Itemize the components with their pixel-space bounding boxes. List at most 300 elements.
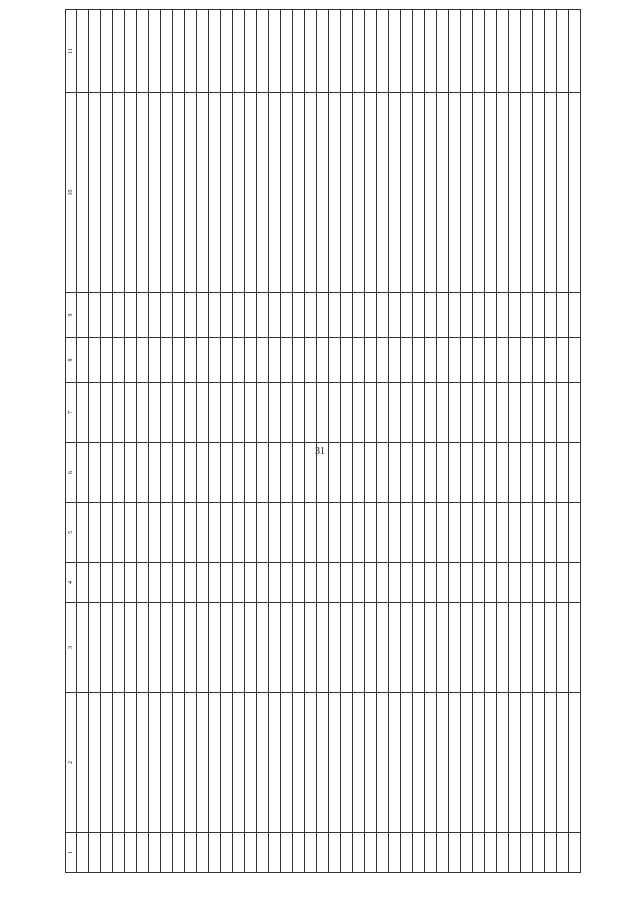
table-cell xyxy=(233,293,245,338)
table-cell xyxy=(293,563,305,603)
table-cell xyxy=(485,93,497,293)
table-cell xyxy=(509,603,521,693)
table-cell xyxy=(197,293,209,338)
table-cell xyxy=(113,10,125,93)
table-cell xyxy=(245,383,257,443)
table-cell xyxy=(293,603,305,693)
table-cell xyxy=(365,10,377,93)
table-cell xyxy=(113,443,125,503)
table-row xyxy=(269,10,281,873)
table-cell xyxy=(245,10,257,93)
table-cell xyxy=(401,293,413,338)
table-cell xyxy=(125,693,137,833)
table-cell xyxy=(293,383,305,443)
table-cell xyxy=(185,383,197,443)
table-cell xyxy=(401,603,413,693)
table-cell xyxy=(185,833,197,873)
table-cell xyxy=(437,338,449,383)
table-cell xyxy=(509,503,521,563)
table-cell xyxy=(305,338,317,383)
table-cell xyxy=(389,293,401,338)
table-cell xyxy=(461,383,473,443)
table-cell xyxy=(509,693,521,833)
table-cell xyxy=(161,10,173,93)
table-cell xyxy=(545,293,557,338)
table-cell xyxy=(257,10,269,93)
table-cell xyxy=(149,443,161,503)
table-cell xyxy=(521,603,533,693)
table-cell xyxy=(233,833,245,873)
table-cell xyxy=(125,93,137,293)
table-cell xyxy=(353,93,365,293)
table-cell xyxy=(437,503,449,563)
table-cell xyxy=(305,443,317,503)
footer-path xyxy=(40,860,50,900)
table-row xyxy=(497,10,509,873)
table-cell xyxy=(353,338,365,383)
table-cell xyxy=(305,563,317,603)
table-cell xyxy=(113,603,125,693)
table-cell xyxy=(89,93,101,293)
table-cell xyxy=(365,693,377,833)
table-cell xyxy=(101,693,113,833)
table-row xyxy=(149,10,161,873)
table-cell xyxy=(389,503,401,563)
table-cell xyxy=(197,833,209,873)
table-cell xyxy=(317,93,329,293)
table-cell xyxy=(449,603,461,693)
table-row xyxy=(461,10,473,873)
table-cell xyxy=(161,383,173,443)
table-cell xyxy=(197,10,209,93)
table-row xyxy=(113,10,125,873)
table-cell xyxy=(293,293,305,338)
table-cell xyxy=(497,93,509,293)
table-row xyxy=(353,10,365,873)
table-cell xyxy=(281,603,293,693)
table-cell xyxy=(269,338,281,383)
table-row xyxy=(125,10,137,873)
table-cell xyxy=(557,293,569,338)
table-cell xyxy=(329,833,341,873)
table-cell xyxy=(545,563,557,603)
table-cell xyxy=(125,383,137,443)
table-cell xyxy=(89,563,101,603)
table-cell xyxy=(101,293,113,338)
table-cell xyxy=(425,383,437,443)
col-header: 8 xyxy=(66,338,77,383)
table-cell xyxy=(221,563,233,603)
table-cell xyxy=(257,338,269,383)
table-cell xyxy=(425,693,437,833)
table-cell xyxy=(353,10,365,93)
table-cell xyxy=(149,503,161,563)
table-cell xyxy=(317,338,329,383)
table-cell xyxy=(377,383,389,443)
table-cell xyxy=(221,603,233,693)
table-cell xyxy=(413,93,425,293)
table-cell xyxy=(197,563,209,603)
table-cell xyxy=(509,443,521,503)
table-cell xyxy=(437,10,449,93)
table-row xyxy=(185,10,197,873)
table-cell xyxy=(413,603,425,693)
table-cell xyxy=(149,603,161,693)
table-cell xyxy=(149,383,161,443)
table-cell xyxy=(209,443,221,503)
table-cell xyxy=(329,693,341,833)
table-cell xyxy=(305,603,317,693)
table-cell xyxy=(473,693,485,833)
table-cell xyxy=(269,833,281,873)
table-cell xyxy=(461,293,473,338)
table-cell xyxy=(293,503,305,563)
table-cell xyxy=(533,93,545,293)
table-cell xyxy=(353,693,365,833)
table-cell xyxy=(125,603,137,693)
table-cell xyxy=(197,383,209,443)
table-cell xyxy=(281,503,293,563)
table-cell xyxy=(101,563,113,603)
table-cell xyxy=(317,293,329,338)
table-cell xyxy=(425,338,437,383)
table-cell xyxy=(125,10,137,93)
table-cell xyxy=(269,563,281,603)
table-cell xyxy=(377,603,389,693)
table-cell xyxy=(77,338,89,383)
table-cell xyxy=(233,383,245,443)
table-row xyxy=(101,10,113,873)
table-cell xyxy=(413,338,425,383)
table-cell xyxy=(401,338,413,383)
table-cell xyxy=(101,10,113,93)
table-cell xyxy=(521,383,533,443)
table-cell xyxy=(149,93,161,293)
table-cell xyxy=(173,93,185,293)
table-cell xyxy=(437,383,449,443)
table-cell xyxy=(113,383,125,443)
table-cell xyxy=(353,563,365,603)
table-cell xyxy=(113,693,125,833)
table-cell xyxy=(341,383,353,443)
table-row xyxy=(173,10,185,873)
col-header: 11 xyxy=(66,10,77,93)
table-cell xyxy=(221,383,233,443)
table-cell xyxy=(557,93,569,293)
table-cell xyxy=(293,338,305,383)
table-cell xyxy=(305,293,317,338)
table-cell xyxy=(77,293,89,338)
table-cell xyxy=(125,563,137,603)
table-cell xyxy=(233,563,245,603)
table-row xyxy=(425,10,437,873)
table-cell xyxy=(473,563,485,603)
table-cell xyxy=(389,443,401,503)
table-cell xyxy=(293,93,305,293)
table-cell xyxy=(533,443,545,503)
table-cell xyxy=(113,833,125,873)
table-cell xyxy=(569,293,581,338)
table-cell xyxy=(341,10,353,93)
table-cell xyxy=(173,293,185,338)
table-cell xyxy=(437,93,449,293)
table-row xyxy=(305,10,317,873)
table-cell xyxy=(101,603,113,693)
table-cell xyxy=(365,338,377,383)
table-cell xyxy=(449,293,461,338)
table-cell xyxy=(497,443,509,503)
table-cell xyxy=(353,293,365,338)
table-cell xyxy=(281,338,293,383)
table-cell xyxy=(281,293,293,338)
table-cell xyxy=(497,833,509,873)
table-cell xyxy=(221,93,233,293)
table-cell xyxy=(185,338,197,383)
table-cell xyxy=(173,338,185,383)
table-cell xyxy=(245,293,257,338)
table-cell xyxy=(329,603,341,693)
table-cell xyxy=(341,443,353,503)
table-cell xyxy=(161,833,173,873)
table-cell xyxy=(449,338,461,383)
table-cell xyxy=(113,293,125,338)
table-cell xyxy=(545,503,557,563)
table-cell xyxy=(113,93,125,293)
table-cell xyxy=(197,693,209,833)
col-header: 10 xyxy=(66,93,77,293)
table-cell xyxy=(341,833,353,873)
table-cell xyxy=(569,693,581,833)
table-cell xyxy=(173,833,185,873)
table-row xyxy=(89,10,101,873)
table-cell xyxy=(437,443,449,503)
table-cell xyxy=(521,338,533,383)
table-cell xyxy=(137,10,149,93)
table-cell xyxy=(317,383,329,443)
table-cell xyxy=(461,693,473,833)
table-row xyxy=(449,10,461,873)
table-cell xyxy=(245,93,257,293)
table-cell xyxy=(173,443,185,503)
table-cell xyxy=(233,503,245,563)
table-cell xyxy=(557,503,569,563)
col-header: 7 xyxy=(66,383,77,443)
table-cell xyxy=(257,503,269,563)
table-cell xyxy=(101,383,113,443)
table-cell xyxy=(209,563,221,603)
table-cell xyxy=(365,563,377,603)
table-cell xyxy=(485,833,497,873)
table-row xyxy=(509,10,521,873)
table-cell xyxy=(317,503,329,563)
table-cell xyxy=(365,383,377,443)
table-cell xyxy=(257,293,269,338)
table-cell xyxy=(269,443,281,503)
table-cell xyxy=(461,603,473,693)
table-cell xyxy=(413,693,425,833)
table-cell xyxy=(185,603,197,693)
table-row xyxy=(221,10,233,873)
table-row xyxy=(557,10,569,873)
table-cell xyxy=(353,383,365,443)
table-cell xyxy=(317,603,329,693)
table-cell xyxy=(545,93,557,293)
table-cell xyxy=(137,603,149,693)
table-cell xyxy=(113,563,125,603)
table-cell xyxy=(125,338,137,383)
table-cell xyxy=(77,443,89,503)
table-cell xyxy=(221,10,233,93)
table-cell xyxy=(521,93,533,293)
table-cell xyxy=(425,833,437,873)
table-cell xyxy=(365,833,377,873)
table-cell xyxy=(461,443,473,503)
table-cell xyxy=(569,338,581,383)
table-cell xyxy=(137,443,149,503)
table-cell xyxy=(533,10,545,93)
table-cell xyxy=(557,603,569,693)
table-cell xyxy=(197,338,209,383)
table-row xyxy=(533,10,545,873)
table-cell xyxy=(197,93,209,293)
table-cell xyxy=(329,93,341,293)
table-cell xyxy=(569,563,581,603)
table-cell xyxy=(317,833,329,873)
table-cell xyxy=(305,833,317,873)
table-cell xyxy=(557,693,569,833)
table-cell xyxy=(269,693,281,833)
table-cell xyxy=(461,563,473,603)
table-cell xyxy=(377,833,389,873)
table-row xyxy=(245,10,257,873)
table-cell xyxy=(281,443,293,503)
table-cell xyxy=(377,443,389,503)
table-row xyxy=(137,10,149,873)
table-cell xyxy=(569,93,581,293)
table-row xyxy=(317,10,329,873)
table-cell xyxy=(449,93,461,293)
col-header: 3 xyxy=(66,603,77,693)
table-cell xyxy=(485,10,497,93)
table-cell xyxy=(329,383,341,443)
table-cell xyxy=(413,293,425,338)
table-cell xyxy=(473,338,485,383)
table-cell xyxy=(497,563,509,603)
table-cell xyxy=(317,563,329,603)
table-row xyxy=(377,10,389,873)
table-cell xyxy=(137,338,149,383)
table-cell xyxy=(497,503,509,563)
table-cell xyxy=(149,293,161,338)
table-cell xyxy=(437,293,449,338)
table-row xyxy=(257,10,269,873)
table-cell xyxy=(221,338,233,383)
table-cell xyxy=(401,93,413,293)
table-cell xyxy=(521,293,533,338)
table-cell xyxy=(257,833,269,873)
table-cell xyxy=(305,383,317,443)
table-cell xyxy=(113,503,125,563)
table-cell xyxy=(245,603,257,693)
table-cell xyxy=(77,563,89,603)
table-cell xyxy=(377,293,389,338)
table-cell xyxy=(401,10,413,93)
table-row xyxy=(233,10,245,873)
table-cell xyxy=(245,833,257,873)
table-cell xyxy=(293,833,305,873)
table-row xyxy=(293,10,305,873)
table-cell xyxy=(209,93,221,293)
table-cell xyxy=(413,563,425,603)
table-row xyxy=(401,10,413,873)
table-cell xyxy=(257,693,269,833)
table-cell xyxy=(377,338,389,383)
table-cell xyxy=(533,563,545,603)
table-cell xyxy=(377,93,389,293)
table-cell xyxy=(281,383,293,443)
table-cell xyxy=(377,693,389,833)
table-cell xyxy=(485,338,497,383)
table-cell xyxy=(425,443,437,503)
table-cell xyxy=(389,338,401,383)
table-row xyxy=(521,10,533,873)
table-cell xyxy=(521,443,533,503)
table-cell xyxy=(209,383,221,443)
table-cell xyxy=(521,563,533,603)
table-cell xyxy=(341,603,353,693)
table-cell xyxy=(449,833,461,873)
table-cell xyxy=(137,293,149,338)
table-cell xyxy=(209,833,221,873)
table-cell xyxy=(425,93,437,293)
table-cell xyxy=(269,383,281,443)
table-cell xyxy=(209,693,221,833)
table-cell xyxy=(281,833,293,873)
table-cell xyxy=(77,503,89,563)
table-cell xyxy=(497,10,509,93)
table-cell xyxy=(257,443,269,503)
table-cell xyxy=(173,563,185,603)
table-cell xyxy=(461,93,473,293)
table-cell xyxy=(449,693,461,833)
table-cell xyxy=(245,563,257,603)
table-cell xyxy=(461,833,473,873)
table-cell xyxy=(497,693,509,833)
table-cell xyxy=(77,693,89,833)
table-cell xyxy=(173,503,185,563)
table-cell xyxy=(509,833,521,873)
table-cell xyxy=(365,93,377,293)
table-cell xyxy=(149,10,161,93)
table-cell xyxy=(173,383,185,443)
table-cell xyxy=(281,563,293,603)
table-cell xyxy=(89,338,101,383)
table-cell xyxy=(269,603,281,693)
table-cell xyxy=(425,503,437,563)
table-cell xyxy=(257,563,269,603)
table-cell xyxy=(401,563,413,603)
table-cell xyxy=(101,93,113,293)
table-cell xyxy=(173,693,185,833)
table-cell xyxy=(353,443,365,503)
table-cell xyxy=(305,10,317,93)
table-cell xyxy=(149,563,161,603)
table-row xyxy=(161,10,173,873)
table-cell xyxy=(77,93,89,293)
table-cell xyxy=(101,338,113,383)
table-cell xyxy=(509,293,521,338)
table-cell xyxy=(377,563,389,603)
